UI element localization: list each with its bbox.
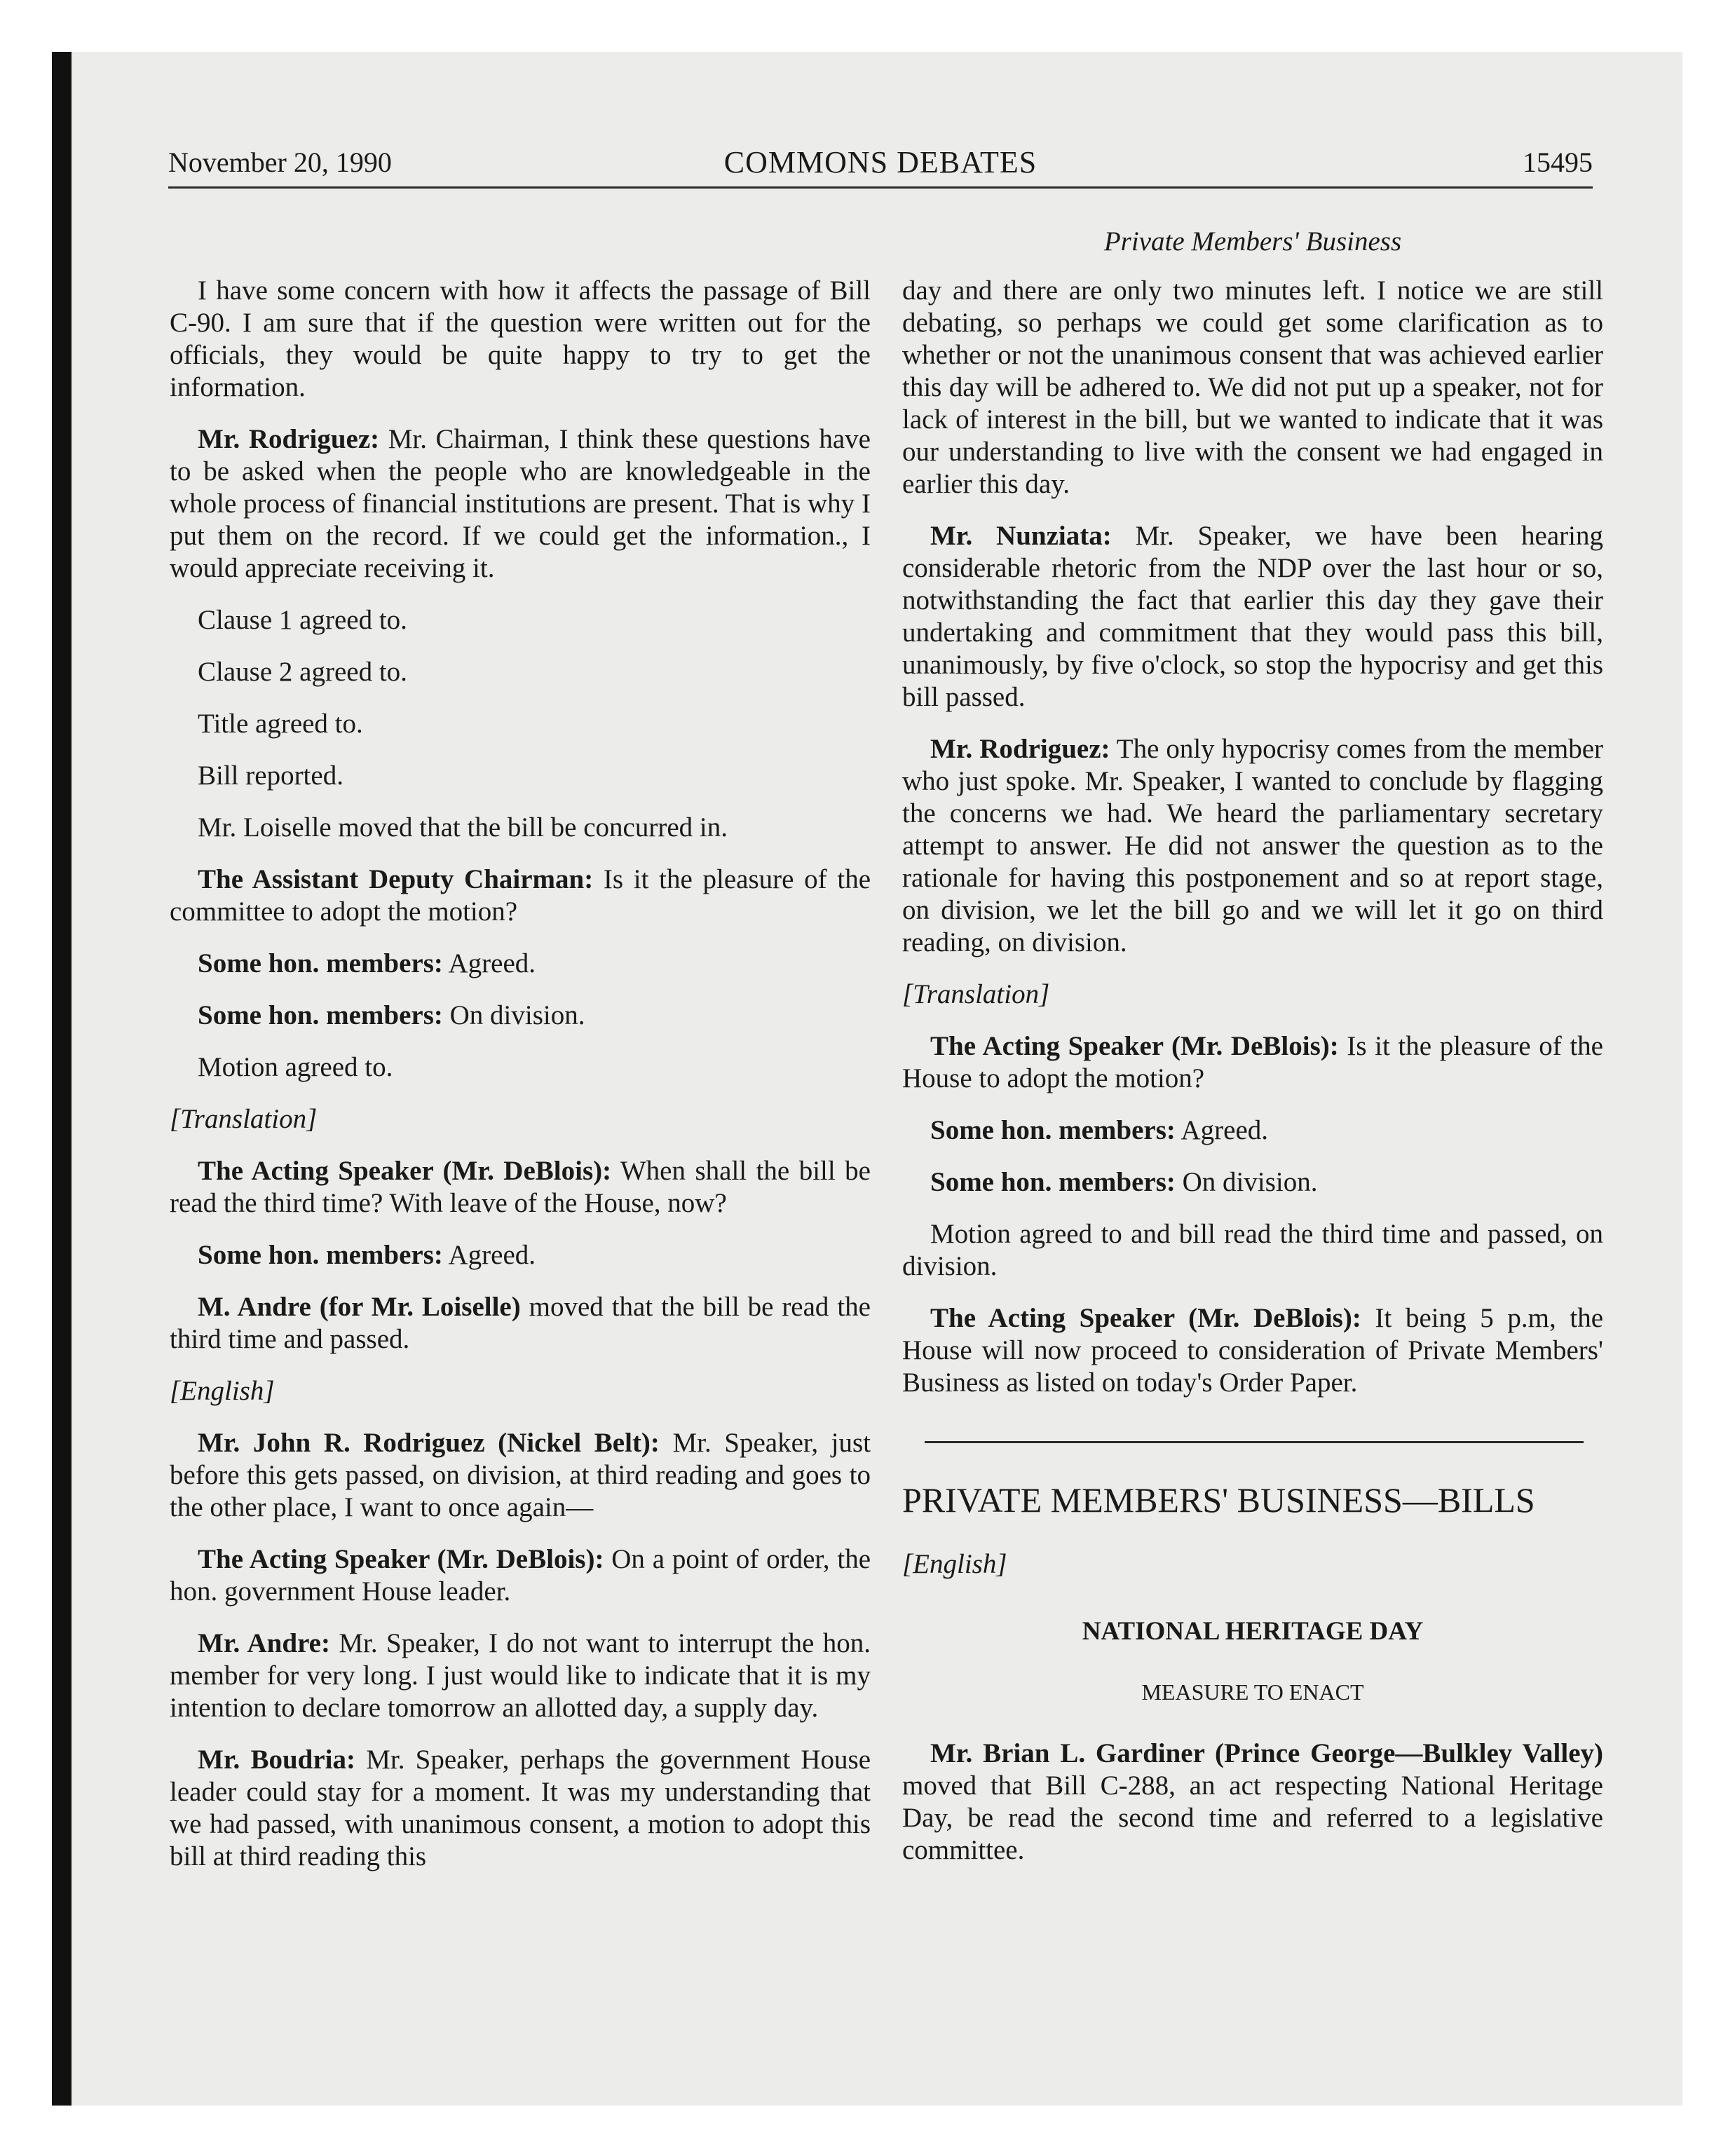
header-date: November 20, 1990 — [168, 146, 392, 178]
paragraph: Mr. Boudria: Mr. Speaker, perhaps the government House leader could stay for a moment. It was my understanding that we had passed, with unanimous consent, a motion to adopt this bill at third reading this — [170, 1745, 871, 1871]
paragraph: day and there are only two minutes left. I notice we are still debating, so perhaps we could get some clarification as to whether or not the unanimous consent that was achieved earlier this day will be adhered to. We did not put up a speaker, not for lack of interest in the bill, but we wanted to indicate that it was our understanding to live with the consent we had engaged in earlier this day. — [902, 275, 1603, 499]
paragraph: Some hon. members: Agreed. — [198, 1240, 536, 1270]
paragraph: Some hon. members: On division. — [198, 1000, 585, 1030]
paragraph: Motion agreed to and bill read the third time and passed, on division. — [902, 1219, 1603, 1281]
paragraph: Bill reported. — [198, 760, 343, 791]
paragraph: I have some concern with how it affects the passage of Bill C-90. I am sure that if the question were written out for the officials, they would be quite happy to try to get the information. — [170, 275, 871, 402]
paragraph: Mr. Loiselle moved that the bill be concurred in. — [198, 812, 728, 842]
paragraph: Mr. Rodriguez: The only hypocrisy comes from the member who just spoke. Mr. Speaker, I wanted to conclude by flagging the concerns we had. We heard the parliamentary secretary attempt to answer. He did not answer the question as to the rationale for having this postponement and so at report stage, on division, we let the bill go and we will let it go on third reading, on division. — [902, 734, 1604, 957]
paragraph: Clause 1 agreed to. — [198, 605, 407, 635]
left-column — [170, 275, 871, 1892]
paragraph: Motion agreed to. — [198, 1052, 393, 1082]
language-tag: [English] — [902, 1549, 1007, 1579]
paragraph: The Assistant Deputy Chairman: Is it the pleasure of the committee to adopt the motion? — [170, 864, 871, 927]
paragraph: The Acting Speaker (Mr. DeBlois): When shall the bill be read the third time? With leave of the House, now? — [170, 1156, 871, 1218]
paragraph: Clause 2 agreed to. — [198, 657, 407, 687]
binding-edge — [52, 52, 72, 2106]
header-title: COMMONS DEBATES — [723, 145, 1037, 179]
subsubheading: MEASURE TO ENACT — [1141, 1679, 1364, 1705]
paragraph: Mr. Nunziata: Mr. Speaker, we have been hearing considerable rhetoric from the NDP over the last hour or so, notwithstanding the fact that earlier this day they gave their undertaking and commitment that they would pass this bill, unanimously, by five o'clock, so stop the hypocrisy and get this bill passed. — [902, 521, 1603, 712]
paragraph: The Acting Speaker (Mr. DeBlois): It being 5 p.m, the House will now proceed to consideration of Private Members' Business as listed on today's Order Paper. — [902, 1303, 1604, 1398]
paragraph: Some hon. members: Agreed. — [198, 948, 536, 978]
paragraph: Mr. John R. Rodriguez (Nickel Belt): Mr. Speaker, just before this gets passed, on division, at third reading and goes to the other place, I want to once again— — [170, 1428, 871, 1522]
paragraph: Mr. Rodriguez: Mr. Chairman, I think these questions have to be asked when the people who are knowledgeable in the whole process of financial institutions are present. That is why I put them on the record. If we could get the information., I would appreciate receiving it. — [170, 424, 871, 583]
language-tag: [Translation] — [902, 979, 1050, 1009]
right-column — [902, 275, 1603, 1886]
section-title: PRIVATE MEMBERS' BUSINESS—BILLS — [902, 1480, 1535, 1520]
running-head: Private Members' Business — [1103, 226, 1402, 257]
section-rule — [925, 1441, 1584, 1443]
paragraph: M. Andre (for Mr. Loiselle) moved that the bill be read the third time and passed. — [170, 1292, 871, 1354]
language-tag: [Translation] — [170, 1104, 318, 1134]
paragraph: The Acting Speaker (Mr. DeBlois): On a point of order, the hon. government House leader. — [170, 1544, 871, 1606]
header-page-number: 15495 — [1523, 146, 1593, 178]
paragraph: Some hon. members: Agreed. — [930, 1115, 1269, 1145]
paragraph: Mr. Andre: Mr. Speaker, I do not want to interrupt the hon. member for very long. I just would like to indicate that it is my intention to declare tomorrow an allotted day, a supply day. — [170, 1628, 871, 1723]
language-tag: [English] — [170, 1376, 275, 1406]
subheading: NATIONAL HERITAGE DAY — [1082, 1617, 1424, 1646]
paragraph: Mr. Brian L. Gardiner (Prince George—Bulkley Valley) moved that Bill C-288, an act respecting National Heritage Day, be read the second time and referred to a legislative committee. — [902, 1738, 1603, 1865]
paragraph: Title agreed to. — [198, 709, 363, 739]
header-rule — [168, 186, 1593, 189]
paragraph: The Acting Speaker (Mr. DeBlois): Is it the pleasure of the House to adopt the motion? — [902, 1031, 1603, 1093]
paragraph: Some hon. members: On division. — [930, 1167, 1318, 1197]
